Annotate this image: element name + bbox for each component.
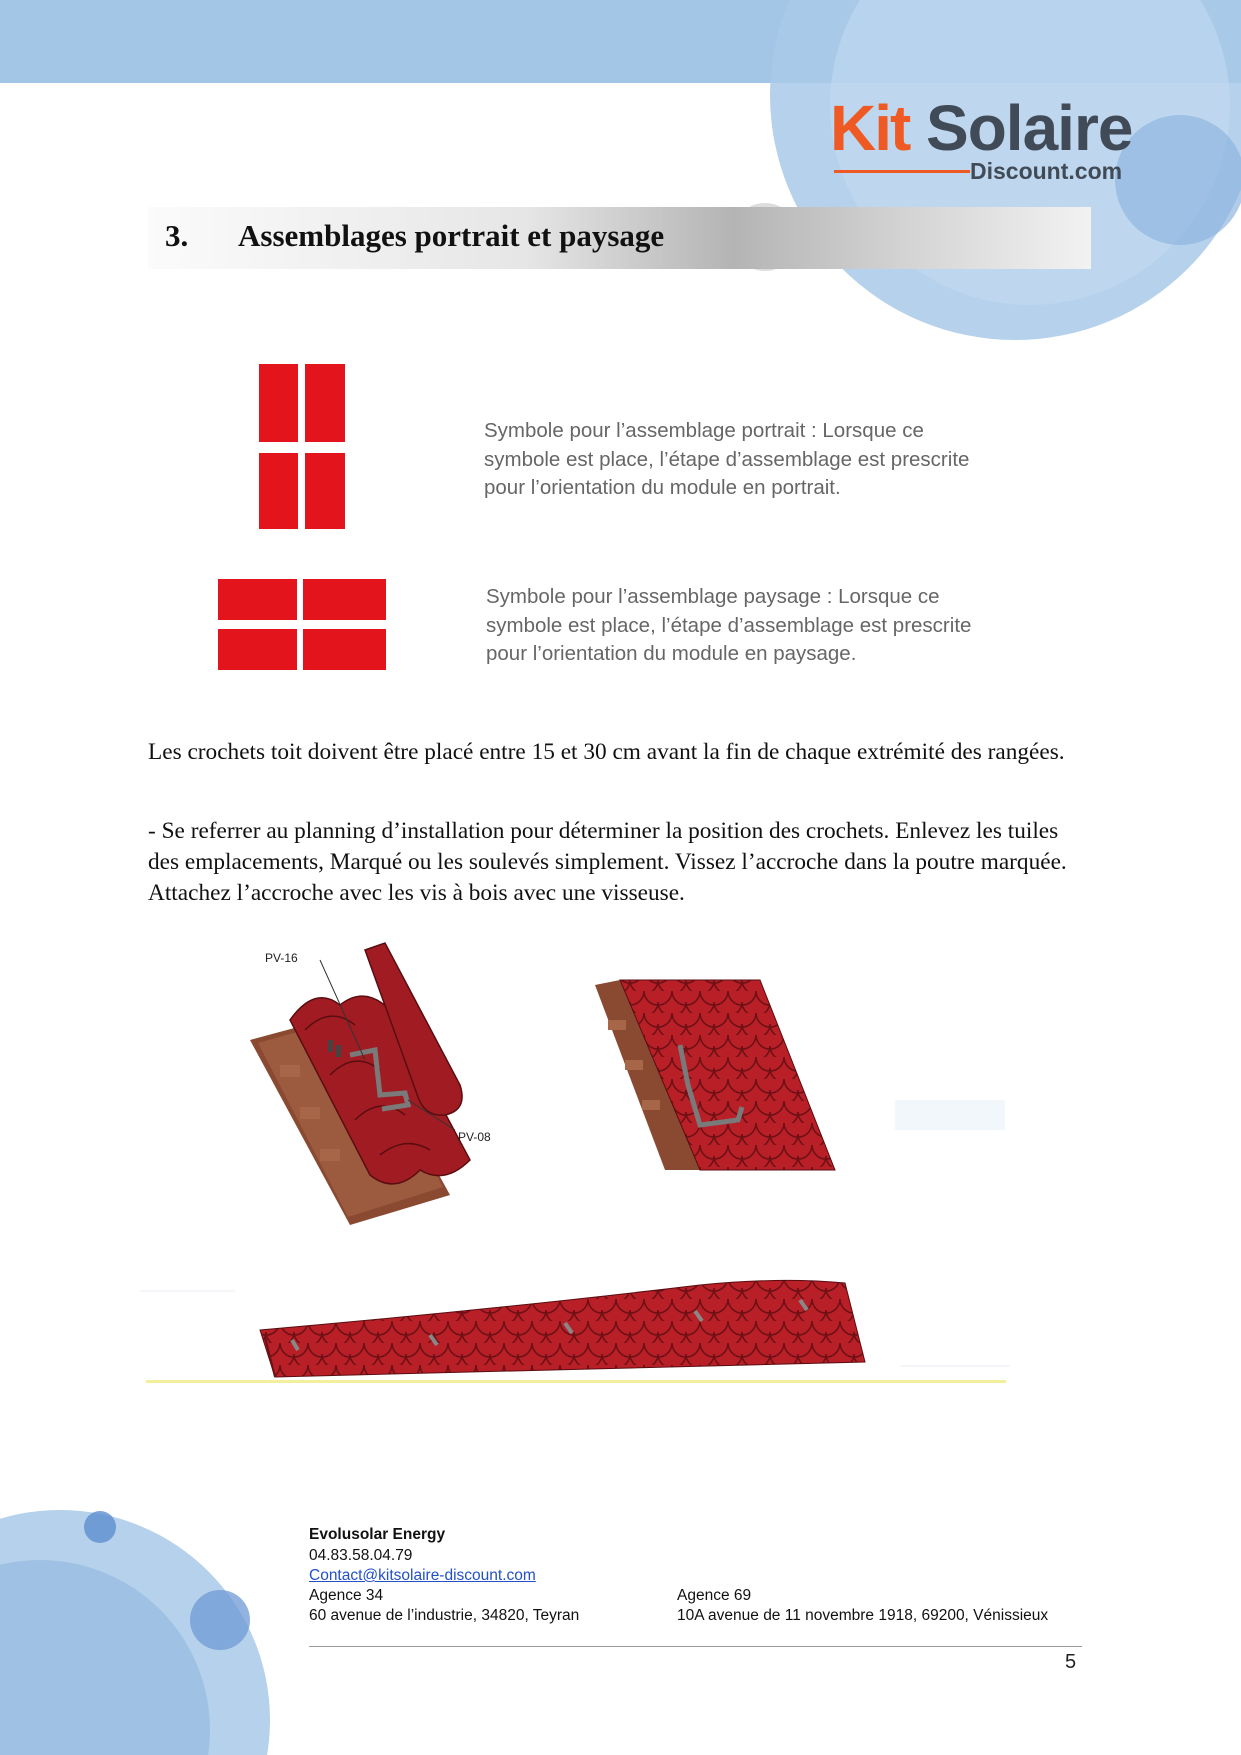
logo-solaire-text: Solaire bbox=[926, 92, 1133, 164]
footer-phone: 04.83.58.04.79 bbox=[309, 1547, 413, 1564]
portrait-desc-line: pour l’orientation du module en portrait. bbox=[484, 476, 841, 499]
landscape-desc-line: pour l’orientation du module en paysage. bbox=[486, 642, 857, 665]
section-number: 3. bbox=[165, 218, 189, 253]
paragraph-hook-placement: Les crochets toit doivent être placé entre 15 et 30 cm avant la fin de chaque extrémité des rangées. bbox=[148, 739, 1065, 765]
footer-agency-34-name: Agence 34 bbox=[309, 1587, 384, 1604]
logo-domain-text: Discount.com bbox=[970, 158, 1123, 184]
top-decorative-circles bbox=[0, 0, 1241, 400]
footer-agency-69-address: 10A avenue de 11 novembre 1918, 69200, Vénissieux bbox=[677, 1607, 1049, 1624]
landscape-desc-line: symbole est place, l’étape d’assemblage est prescrite bbox=[486, 613, 972, 637]
footer-agency-34-address: 60 avenue de l’industrie, 34820, Teyran bbox=[309, 1607, 580, 1624]
footer-company-name: Evolusolar Energy bbox=[309, 1526, 446, 1543]
section-title: Assemblages portrait et paysage bbox=[238, 218, 665, 253]
footer-divider bbox=[309, 1646, 1082, 1647]
paragraph-installation-steps: - Se referrer au planning d’installation pour déterminer la position des crochets. Enlevez les tuiles des emplacements, Marqué ou les soulevés simplement. Vissez l’accroche dans la poutre marquée. Attachez l’accroche avec les vis à bois avec une visseuse. bbox=[148, 818, 1067, 906]
portrait-symbol-icon bbox=[259, 364, 345, 529]
deco-circle-footer-small bbox=[84, 1511, 116, 1543]
portrait-desc-line: Symbole pour l’assemblage portrait : Lorsque ce bbox=[484, 419, 924, 442]
roof-hook-illustrations bbox=[140, 925, 1020, 1395]
landscape-desc-line: Symbole pour l’assemblage paysage : Lorsque ce bbox=[486, 585, 940, 608]
deco-circle-footer-mid bbox=[190, 1590, 250, 1650]
landscape-symbol-icon bbox=[218, 579, 386, 670]
footer-agency-69-name: Agence 69 bbox=[677, 1587, 752, 1604]
yellow-underline bbox=[146, 1380, 1006, 1383]
label-pv08: PV-08 bbox=[458, 1130, 491, 1144]
orientation-symbols bbox=[200, 355, 400, 685]
portrait-symbol-description bbox=[484, 417, 1004, 503]
logo-underline bbox=[834, 170, 970, 173]
exploded-roof-hook-view bbox=[250, 943, 470, 1225]
label-pv16: PV-16 bbox=[265, 951, 298, 965]
logo-kit-text: Kit bbox=[830, 92, 910, 164]
page-number: 5 bbox=[1065, 1651, 1077, 1673]
footer-decorative-circles bbox=[0, 1470, 320, 1755]
footer-email-link[interactable]: Contact@kitsolaire-discount.com bbox=[309, 1567, 536, 1584]
landscape-symbol-description bbox=[486, 583, 1006, 669]
portrait-desc-line: symbole est place, l’étape d’assemblage est prescrite bbox=[484, 447, 970, 471]
roof-panorama-view bbox=[260, 1280, 865, 1377]
deco-circle-right bbox=[1115, 115, 1241, 245]
installed-roof-hook-view bbox=[595, 980, 835, 1170]
kitsolaire-logo bbox=[830, 92, 1133, 186]
